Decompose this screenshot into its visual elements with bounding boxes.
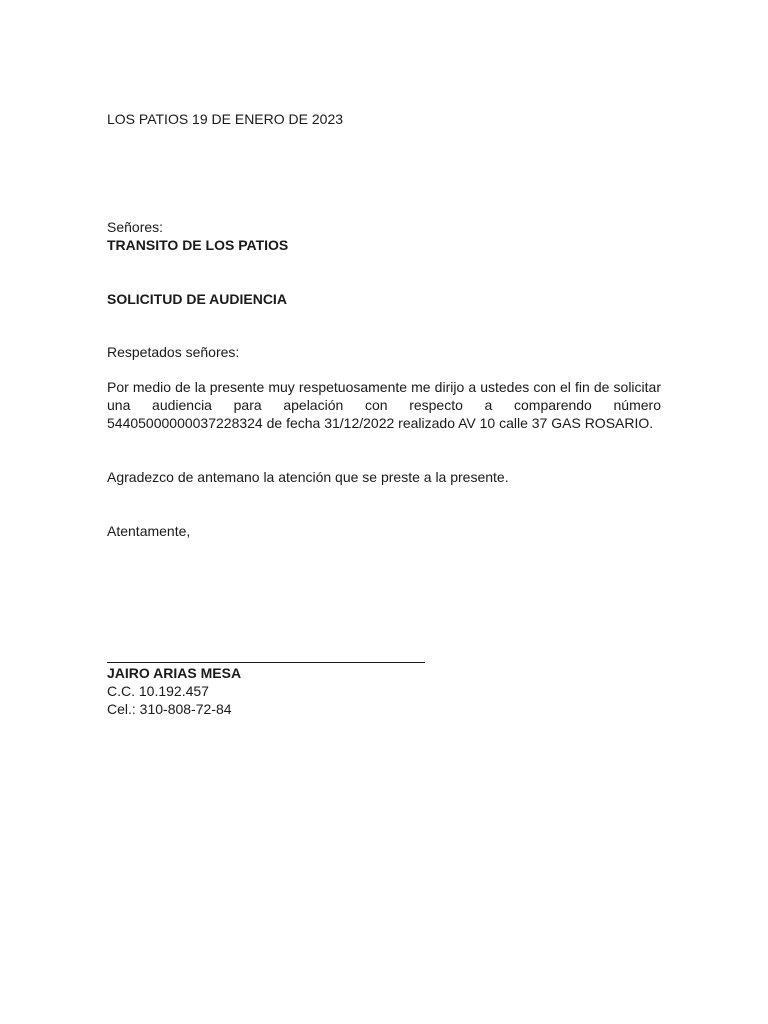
closing: Atentamente, [107,523,191,539]
signature-line [107,662,425,663]
date-line: LOS PATIOS 19 DE ENERO DE 2023 [107,111,344,127]
body-paragraph-request: Por medio de la presente muy respetuosamente me dirijo a ustedes con el fin de solicitar una audiencia para apelación con respecto a comparendo número 54405000000037228324 de fecha 31/12/2022 realizado AV 10 calle 37 GAS ROSARIO. [107,379,661,431]
recipient-name: TRANSITO DE LOS PATIOS [107,237,289,253]
greeting: Respetados señores: [107,344,240,360]
body-paragraph-thanks: Agradezco de antemano la atención que se preste a la presente. [107,469,509,485]
subject-line: SOLICITUD DE AUDIENCIA [107,291,287,307]
signer-phone: Cel.: 310-808-72-84 [107,701,232,717]
signer-name: JAIRO ARIAS MESA [107,665,242,681]
signer-id: C.C. 10.192.457 [107,683,209,699]
salutation-prefix: Señores: [107,219,164,235]
